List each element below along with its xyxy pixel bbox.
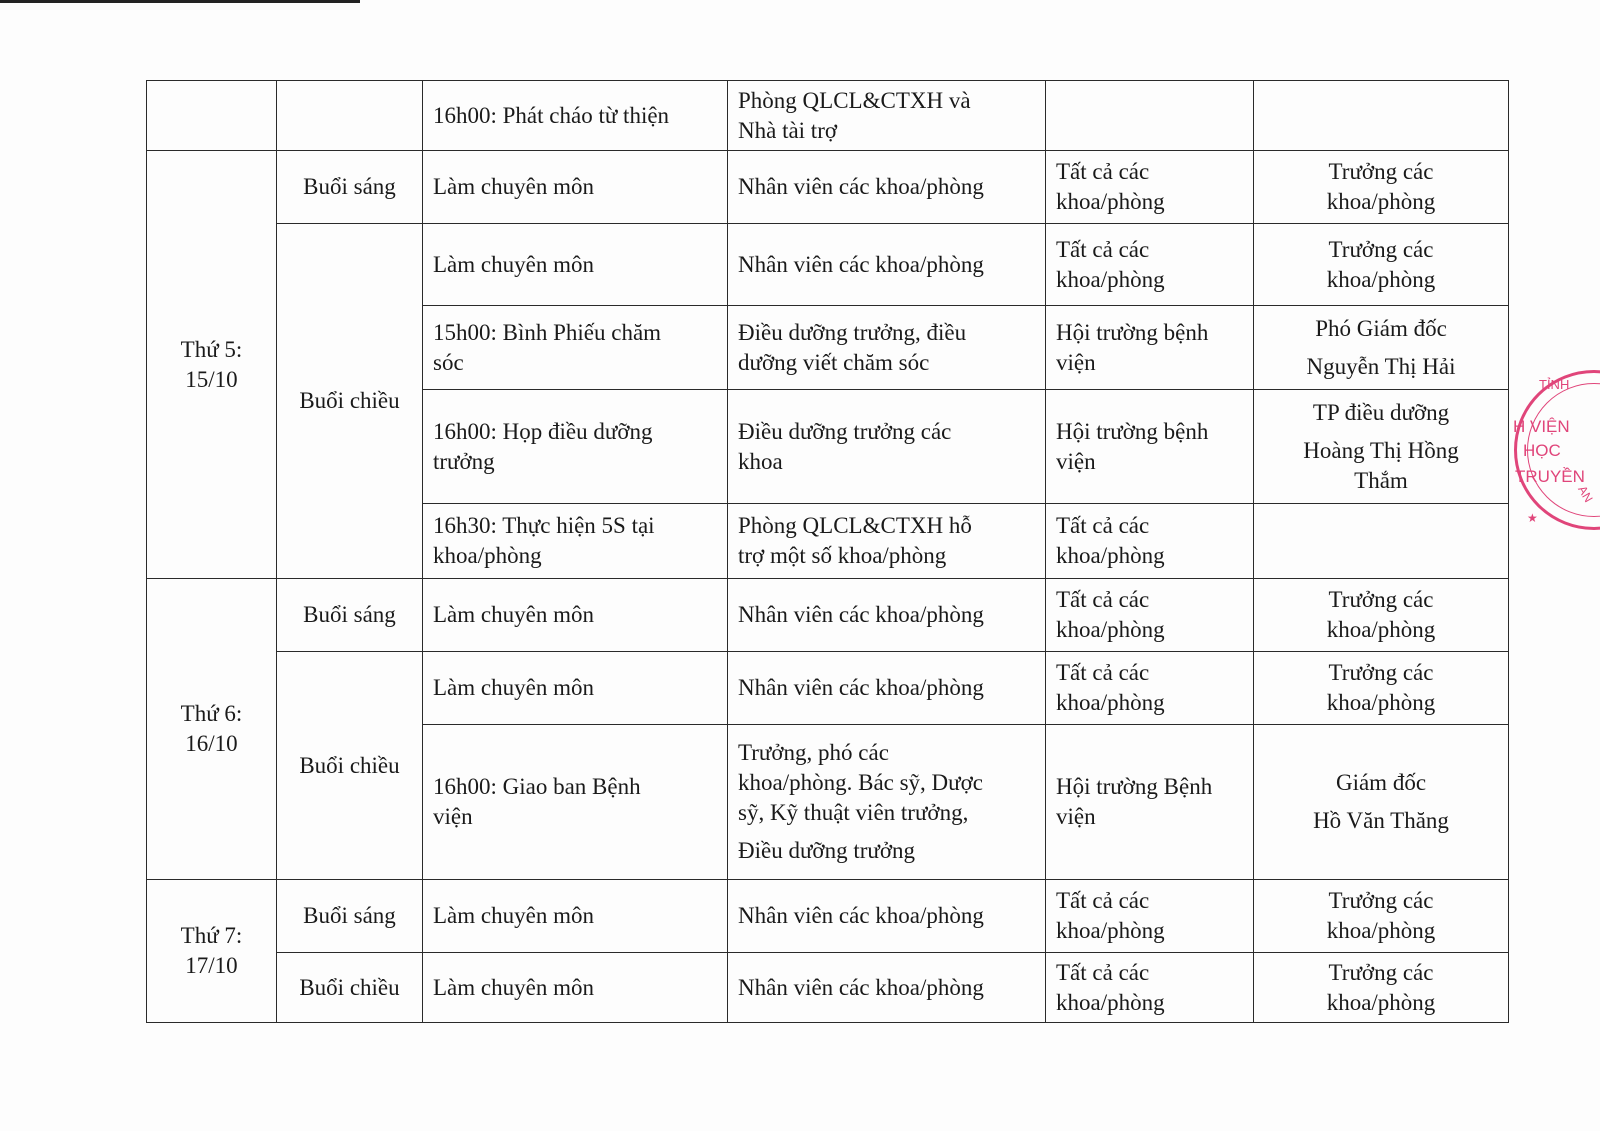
participants-cell: Nhân viên các khoa/phòng: [728, 224, 1046, 306]
location-cell: Tất cả các khoa/phòng: [1046, 953, 1254, 1023]
lead-cell: Phó Giám đốc Nguyễn Thị Hải: [1254, 306, 1509, 390]
location-cell: Tất cả các khoa/phòng: [1046, 880, 1254, 953]
red-seal-stamp: [1514, 370, 1600, 530]
participants-cell: Phòng QLCL&CTXH hỗ trợ một số khoa/phòng: [728, 504, 1046, 579]
content-cell: Làm chuyên môn: [423, 579, 728, 652]
table-row: [147, 880, 1509, 953]
table-row: [147, 652, 1509, 725]
stamp-line-1: H VIỆN: [1513, 417, 1570, 436]
content-cell: 15h00: Bình Phiếu chăm sóc: [423, 306, 728, 390]
location-cell: Hội trường Bệnh viện: [1046, 725, 1254, 880]
session-cell: Buổi chiều: [277, 652, 423, 880]
location-cell: [1046, 81, 1254, 151]
session-cell: Buổi sáng: [277, 151, 423, 224]
scan-edge-line: [0, 0, 360, 3]
lead-cell: Trưởng các khoa/phòng: [1254, 880, 1509, 953]
star-icon: ★: [1527, 511, 1538, 525]
table-row: [147, 579, 1509, 652]
day-cell: Thứ 7: 17/10: [147, 880, 277, 1023]
content-cell: 16h00: Phát cháo từ thiện: [423, 81, 728, 151]
stamp-line-3: TRUYỀN: [1515, 467, 1585, 486]
participants-cell: Nhân viên các khoa/phòng: [728, 880, 1046, 953]
day-cell: Thứ 5: 15/10: [147, 151, 277, 579]
stamp-line-2: HỌC: [1523, 441, 1561, 460]
table-row: [147, 81, 1509, 151]
location-cell: Tất cả các khoa/phòng: [1046, 579, 1254, 652]
location-cell: Hội trường bệnh viện: [1046, 390, 1254, 504]
table-row: [147, 953, 1509, 1023]
day-cell: Thứ 6: 16/10: [147, 579, 277, 880]
location-cell: Tất cả các khoa/phòng: [1046, 224, 1254, 306]
content-cell: 16h30: Thực hiện 5S tại khoa/phòng: [423, 504, 728, 579]
participants-cell: Phòng QLCL&CTXH và Nhà tài trợ: [728, 81, 1046, 151]
table-row: [147, 224, 1509, 306]
lead-cell: Giám đốc Hồ Văn Thăng: [1254, 725, 1509, 880]
session-cell: Buổi chiều: [277, 224, 423, 579]
lead-cell: Trưởng các khoa/phòng: [1254, 224, 1509, 306]
content-cell: 16h00: Giao ban Bệnh viện: [423, 725, 728, 880]
content-cell: Làm chuyên môn: [423, 652, 728, 725]
stamp-side-text: AN: [1575, 483, 1596, 505]
location-cell: Tất cả các khoa/phòng: [1046, 652, 1254, 725]
participants-cell: Điều dưỡng trưởng các khoa: [728, 390, 1046, 504]
lead-cell: [1254, 81, 1509, 151]
session-cell: Buổi sáng: [277, 579, 423, 652]
content-cell: Làm chuyên môn: [423, 880, 728, 953]
session-cell: Buổi sáng: [277, 880, 423, 953]
location-cell: Hội trường bệnh viện: [1046, 306, 1254, 390]
location-cell: Tất cả các khoa/phòng: [1046, 151, 1254, 224]
participants-cell: Trưởng, phó các khoa/phòng. Bác sỹ, Dược sỹ, Kỹ thuật viên trưởng, Điều dưỡng trưởng: [728, 725, 1046, 880]
participants-cell: Nhân viên các khoa/phòng: [728, 579, 1046, 652]
participants-cell: Điều dưỡng trưởng, điều dưỡng viết chăm sóc: [728, 306, 1046, 390]
lead-cell: TP điều dưỡng Hoàng Thị Hồng Thắm: [1254, 390, 1509, 504]
content-cell: Làm chuyên môn: [423, 224, 728, 306]
table-row: [147, 151, 1509, 224]
session-cell: [277, 81, 423, 151]
content-cell: 16h00: Họp điều dưỡng trưởng: [423, 390, 728, 504]
participants-cell: Nhân viên các khoa/phòng: [728, 953, 1046, 1023]
day-cell: [147, 81, 277, 151]
participants-cell: Nhân viên các khoa/phòng: [728, 151, 1046, 224]
content-cell: Làm chuyên môn: [423, 953, 728, 1023]
stamp-top-text: TỈNH: [1539, 377, 1570, 392]
lead-cell: [1254, 504, 1509, 579]
schedule-table: [146, 80, 1509, 1023]
session-cell: Buổi chiều: [277, 953, 423, 1023]
lead-cell: Trưởng các khoa/phòng: [1254, 652, 1509, 725]
participants-cell: Nhân viên các khoa/phòng: [728, 652, 1046, 725]
lead-cell: Trưởng các khoa/phòng: [1254, 151, 1509, 224]
location-cell: Tất cả các khoa/phòng: [1046, 504, 1254, 579]
lead-cell: Trưởng các khoa/phòng: [1254, 953, 1509, 1023]
content-cell: Làm chuyên môn: [423, 151, 728, 224]
lead-cell: Trưởng các khoa/phòng: [1254, 579, 1509, 652]
